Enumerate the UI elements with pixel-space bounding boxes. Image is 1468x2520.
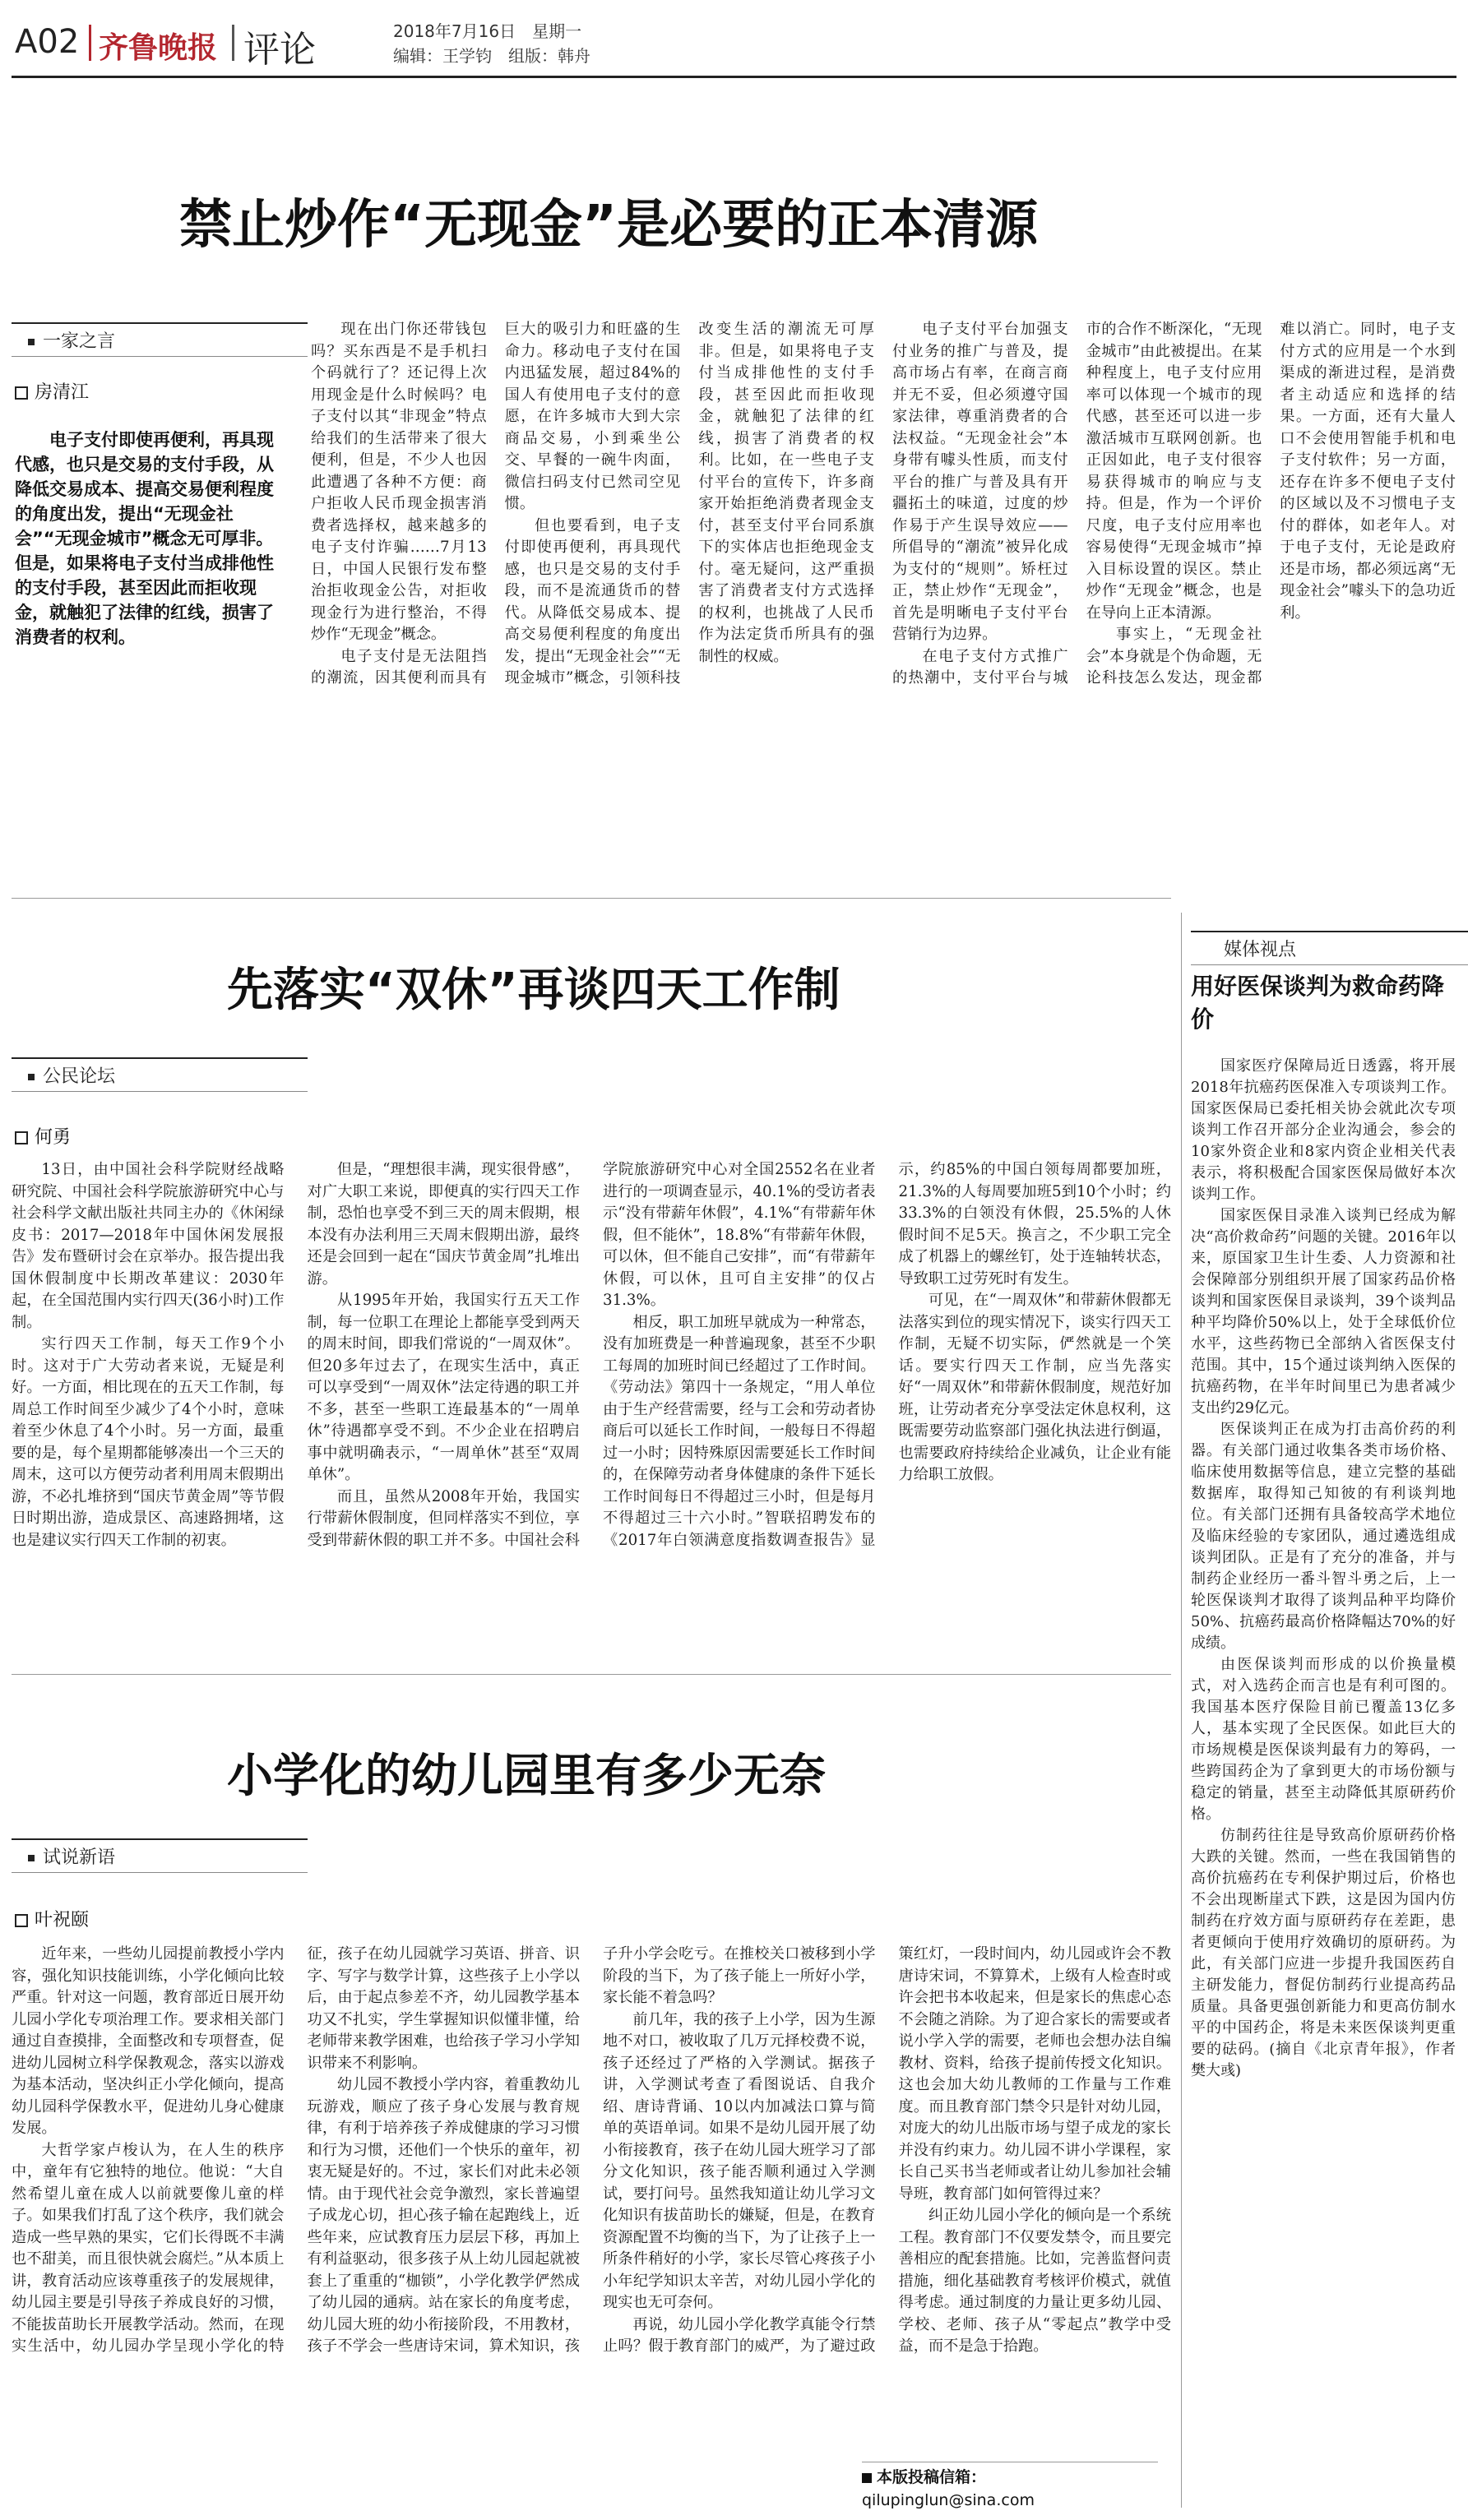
paragraph: 电子支付平台加强支付业务的推广与普及，提高市场占有率，在商言商并无不妥，但必须遵守国家法律，尊重消费者的合法权益。“无现金社会”本身带有噱头性质，而支付平台的推广与普及具有开疆拓土的味道，过度的炒作易于产生误导效应——所倡导的“潮流”被异化成为支付的“规则”。矫枉过正，禁止炒作“无现金”，首先是明晰电子支付平台营销行为边界。 [891, 321, 1068, 643]
paragraph: 由医保谈判而形成的以价换量模式，对入选药企而言也是有利可图的。我国基本医疗保险目前已覆盖13亿多人，基本实现了全民医保。如此巨大的市场规模是医保谈判最有力的筹码，一些跨国药企为了拿到更大的市场份额与稳定的销量，甚至主动降低其原研药价格。 [1191, 1656, 1456, 1823]
paragraph: 国家医保目录准入谈判已经成为解决“高价救命药”问题的关键。2016年以来，原国家卫生计生委、人力资源和社会保障部分别组织开展了国家药品价格谈判和国家医保目录谈判，39个谈判品种平均降价50%以上，处于全球低价位水平，这些药物已全部纳入省医保支付范围。其中，15个通过谈判纳入医保的抗癌药物，在半年时间里已为患者减少支出约29亿元。 [1191, 1207, 1456, 1417]
paragraph: 前几年，我的孩子上小学，因为生源地不对口，被收取了几万元择校费不说，孩子还经过了严格的入学测试。据孩子讲，入学测试考查了看图说话、自我介绍、唐诗背诵、10以内加减法口算与简单的英语单词。如果不是幼儿园开展了幼小衔接教育，孩子在幼儿园大班学习了部分文化知识，孩子能否顺利通过入学测试，要打问号。虽然我知道让幼儿学习文化知识有拔苗助长的嫌疑，但是，在教育资源配置不均衡的当下，为了让孩子上一所条件稍好的小学，家长尽管心疼孩子小小年纪学知识太辛苦，对幼儿园小学化的现实也无可奈何。 [603, 2010, 876, 2311]
paragraph: 国家医疗保障局近日透露，将开展2018年抗癌药医保准入专项谈判工作。国家医保局已委托相关协会就此次专项谈判工作召开部分企业沟通会，参会的10家外资企业和8家内资企业相关代表表示，将积极配合国家医保局做好本次谈判工作。 [1191, 1057, 1456, 1203]
header-divider [232, 25, 234, 61]
sidebar-body [1191, 1056, 1456, 2511]
contribution-box [862, 2462, 1158, 2512]
paragraph: 从1995年开始，我国实行五天工作制，每一位职工在理论上都能享受到两天的周末时间，即我们常说的“一周双休”。但20多年过去了，在现实生活中，真正可以享受到“一周双休”法定待遇的职工并不多，甚至一些职工连最基本的“一周单休”待遇都享受不到。不少企业在招聘启事中就明确表示，“一周单休”甚至“双周单休”。 [307, 1292, 580, 1483]
paragraph: 但是，“理想很丰满，现实很骨感”，对广大职工来说，即便真的实行四天工作制，恐怕也享受不到三天的周末假期，根本没有办法利用三天周末假期出游，最终还是会回到一起在“国庆节黄金周”扎堆出游。 [307, 1161, 580, 1288]
article2-author: 何勇 [15, 1123, 71, 1149]
contribution-email[interactable]: qilupinglun@sina.com [862, 2491, 1035, 2509]
sidebar-divider [1181, 913, 1182, 2508]
article3-headline: 小学化的幼儿园里有多少无奈 [227, 1750, 826, 1803]
article3-body [12, 1944, 1171, 2444]
paragraph: 医保谈判正在成为打击高价药的利器。有关部门通过收集各类市场价格、临床使用数据等信息，建立完整的基础数据库，取得知己知彼的有利谈判地位。有关部门还拥有具备较高学术地位及临床经验的专家团队，通过遴选组成谈判团队。正是有了充分的准备，并与制药企业经历一番斗智斗勇之后，上一轮医保谈判才取得了谈判品种平均降价50%、抗癌药最高价格降幅达70%的好成绩。 [1191, 1421, 1456, 1652]
header-rule [12, 76, 1456, 78]
paragraph: 再说，幼儿园小学化教学真能令行禁止吗？假于教育部门的威严，为了避过政策红灯，一段时间内，幼儿园或许会不教唐诗宋词，不算算术，上级有人检查时或许会把书本收起来，但是家长的焦虑心态不会随之消除。为了迎合家长的需要或者说小学入学的需要，老师也会想办法自编教材、资料，给孩子提前传授文化知识。这也会加大幼儿教师的工作量与工作难度。而且教育部门禁令只是针对幼儿园，对庞大的幼儿出版市场与望子成龙的家长并没有约束力。幼儿园不讲小学课程，家长自己买书当老师或者让幼儿参加社会辅导班，教育部门如何管得过来？ [603, 1945, 1171, 2355]
paragraph: 可见，在“一周双休”和带薪休假都无法落实到位的现实情况下，谈实行四天工作制，无疑不切实际，俨然就是一个笑话。要实行四天工作制，应当先落实好“一周双休”和带薪休假制度，规范好加班，让劳动者充分享受法定休息权利，这既需要劳动监察部门强化执法进行倒逼，也需要政府持续给企业减负，让企业有能力给职工放假。 [898, 1292, 1171, 1483]
paragraph: 纠正幼儿园小学化的倾向是一个系统工程。教育部门不仅要发禁令，而且要完善相应的配套措施。比如，完善监督问责措施，细化基础教育考核评价模式，就值得考虑。通过制度的力量让更多幼儿园、学校、老师、孩子从“零起点”教学中受益，而不是急于拾跑。 [898, 2207, 1171, 2355]
paragraph: 事实上，“无现金社会”本身就是个伪命题，无论科技怎么发达，现金都难以消亡。同时，电子支付方式的应用是一个水到渠成的渐进过程，是消费者主动适应和选择的结果。一方面，还有大量人口不会使用智能手机和电子支付软件；另一方面，还存在许多不便电子支付的区域以及不习惯电子支付的群体，如老年人。对于电子支付，无论是政府还是市场，都必须远离“无现金社会”噱头下的急功近利。 [1086, 321, 1456, 687]
paragraph: 大哲学家卢梭认为，在人生的秩序中，童年有它独特的地位。他说：“大自然希望儿童在成人以前就要像儿童的样子。如果我们打乱了这个秩序，我们就会造成一些早熟的果实，它们长得既不丰满也不甜美，而且很快就会腐烂。”从本质上讲，教育活动应该尊重孩子的发展规律，幼儿园主要是引导孩子养成良好的习惯，不能拔苗助长开展教学活动。然而，在现实生活中，幼儿园办学呈现小学化的特征，孩子在幼儿园就学习英语、拼音、识字、写字与数学计算，这些孩子上小学以后，由于起点参差不齐，幼儿园教学基本功又不扎实，学生掌握知识似懂非懂，给老师带来教学困难，也给孩子学习小学知识带来不利影响。 [12, 1945, 580, 2355]
section-divider [12, 898, 1171, 899]
article2-body [12, 1159, 1171, 1653]
article1-author: 房清江 [15, 378, 89, 404]
section-divider [12, 1674, 1171, 1675]
article1-summary: 电子支付即使再便利，再具现代感，也只是交易的支付手段，从降低交易成本、提高交易便利程度的角度出发，提出“无现金社会”“无现金城市”概念无可厚非。但是，如果将电子支付当成排他性的支付手段，甚至因此而拒收现金，就触犯了法律的红线，损害了消费者的权利。 [15, 430, 274, 647]
paragraph: 电子支付是无法阻挡的潮流，因其便利而具有巨大的吸引力和旺盛的生命力。移动电子支付在国内迅猛发展，超过84%的国人有使用电子支付的意愿，在许多城市大到大宗商品交易，小到乘坐公交、早餐的一碗牛肉面，微信扫码支付已然司空见惯。 [311, 321, 681, 687]
contribution-label: 本版投稿信箱： [862, 2468, 986, 2486]
article1-column-tag: 一家之言 [12, 322, 308, 357]
sidebar-headline: 用好医保谈判为救命药降价 [1191, 973, 1445, 1033]
issue-date: 2018年7月16日 星期一 [393, 21, 582, 41]
article3-column-tag: 试说新语 [12, 1838, 308, 1873]
paragraph: 幼儿园不教授小学内容，着重教幼儿玩游戏，顺应了孩子身心发展与教育规律，有利于培养孩子养成健康的学习习惯和行为习惯，还他们一个快乐的童年，初衷无疑是好的。不过，家长们对此未必领情。由于现代社会竞争激烈，家长普遍望子成龙心切，担心孩子输在起跑线上，近些年来，应试教育压力层层下移，再加上有利益驱动，很多孩子从上幼儿园起就被套上了重重的“枷锁”，小学化教学俨然成了幼儿园的通病。站在家长的角度考虑，幼儿园大班的幼小衔接阶段，不用教材，孩子不学会一些唐诗宋词，算术知识，孩子升小学会吃亏。在推校关口被移到小学阶段的当下，为了孩子能上一所好小学，家长能不着急吗？ [307, 1945, 876, 2355]
article1-headline: 禁止炒作“无现金”是必要的正本清源 [179, 195, 1039, 256]
section-name: 评论 [243, 29, 316, 71]
article3-author: 叶祝颐 [15, 1906, 89, 1931]
article2-headline: 先落实“双休”再谈四天工作制 [227, 964, 841, 1017]
paragraph: 近年来，一些幼儿园提前教授小学内容，强化知识技能训练，小学化倾向比较严重。针对这一问题，教育部近日展开幼儿园小学化专项治理工作。要求相关部门通过自查摸排，全面整改和专项督查，促进幼儿园树立科学保教观念，落实以游戏为基本活动，坚决纠正小学化倾向，提高幼儿园科学保教水平，促进幼儿身心健康发展。 [12, 1945, 285, 2137]
paragraph: 现在出门你还带钱包吗？买东西是不是手机扫个码就行了？还记得上次用现金是什么时候吗？电子支付以其“非现金”特点给我们的生活带来了很大便利，但是，不少人也因此遭遇了各种不方便：商户拒收人民币现金损害消费者选择权，越来越多的电子支付诈骗……7月13日，中国人民银行发布整治拒收现金公告，对拒收现金行为进行整治，不得炒作“无现金”概念。 [311, 321, 487, 643]
editor-credits: 编辑：王学钧 组版：韩舟 [393, 46, 590, 66]
paragraph: 而且，虽然从2008年开始，我国实行带薪休假制度，但同样落实不到位，享受到带薪休假的职工并不多。中国社会科学院旅游研究中心对全国2552名在业者进行的一项调查显示，40.1%的受访者表示“没有带薪年休假”，4.1%“有带薪年休假，但不能休”，18.8%“有带薪年休假，可以休，但不能自己安排”，而“有带薪年休假，可以休，且可自主安排”的仅占31.3%。 [307, 1161, 876, 1549]
article1-body [311, 319, 1456, 829]
paragraph: 相反，职工加班早就成为一种常态，没有加班费是一种普遍现象，甚至不少职工每周的加班时间已经超过了工作时间。《劳动法》第四十一条规定，“用人单位由于生产经营需要，经与工会和劳动者协商后可以延长工作时间，一般每日不得超过一小时；因特殊原因需要延长工作时间的，在保障劳动者身体健康的条件下延长工作时间每日不得超过三小时，但是每月不得超过三十六小时。”智联招聘发布的《2017年白领满意度指数调查报告》显示，约85%的中国白领每周都要加班，21.3%的人每周要加班5到10个小时；约33.3%的白领没有休假，25.5%的人休假时间不足5天。换言之，不少职工完全成了机器上的螺丝钉，处于连轴转状态，导致职工过劳死时有发生。 [603, 1161, 1171, 1549]
article2-column-tag: 公民论坛 [12, 1057, 308, 1092]
paragraph: 实行四天工作制，每天工作9个小时。这对于广大劳动者来说，无疑是利好。一方面，相比现在的五天工作制，每周总工作时间至少减少了4个小时，意味着至少休息了4个小时。另一方面，最重要的是，每个星期都能够凑出一个三天的周末，这可以方便劳动者利用周末假期出游，不必扎堆挤到“国庆节黄金周”等节假日时期出游，造成景区、高速路拥堵，这也是建议实行四天工作制的初衷。 [12, 1335, 285, 1549]
paragraph: 13日，由中国社会科学院财经战略研究院、中国社会科学院旅游研究中心与社会科学文献出版社共同主办的《休闲绿皮书：2017—2018年中国休闲发展报告》发布暨研讨会在京举办。报告提出我国休假制度中长期改革建议：2030年起，在全国范围内实行四天(36小时)工作制。 [12, 1161, 285, 1331]
page-number: A02 [15, 23, 80, 61]
newspaper-logo: 齐鲁晚报 [99, 30, 218, 65]
paragraph: 仿制药往往是导致高价原研药价格大跌的关键。然而，一些在我国销售的高价抗癌药在专利保护期过后，价格也不会出现断崖式下跌，这是因为国内仿制药在疗效方面与原研药存在差距，患者更倾向于使用疗效确切的原研药。为此，有关部门应进一步提升我国医药自主研发能力，督促仿制药行业提高药品质量。具备更强创新能力和更高仿制水平的中国药企，将是未来医保谈判更重要的砝码。(摘自《北京青年报》，作者樊大彧) [1191, 1827, 1456, 2079]
sidebar-column-tag: 媒体视点 [1191, 931, 1468, 965]
paragraph: 在电子支付方式推广的热潮中，支付平台与城市的合作不断深化，“无现金城市”由此被提出。在某种程度上，电子支付应用率可以体现一个城市的现代感，甚至还可以进一步激活城市互联网创新。也正因如此，电子支付很容易获得城市的响应与支持。但是，作为一个评价尺度，电子支付应用率也容易使得“无现金城市”掉入目标设置的误区。禁止炒作“无现金”概念，也是在导向上正本清源。 [891, 321, 1262, 687]
header-divider [89, 25, 91, 61]
paragraph: 但也要看到，电子支付即使再便利，再具现代感，也只是交易的支付手段，而不是流通货币的替代。从降低交易成本、提高交易便利程度的角度出发，提出“无现金社会”“无现金城市”概念，引领科技改变生活的潮流无可厚非。但是，如果将电子支付当成排他性的支付手段，甚至因此而拒收现金，就触犯了法律的红线，损害了消费者的权利。比如，在一些电子支付平台的宣传下，许多商家开始拒绝消费者现金支付，甚至支付平台同系旗下的实体店也拒绝现金支付。毫无疑问，这严重损害了消费者支付方式选择的权利，也挑战了人民币作为法定货币所具有的强制性的权威。 [504, 321, 874, 687]
